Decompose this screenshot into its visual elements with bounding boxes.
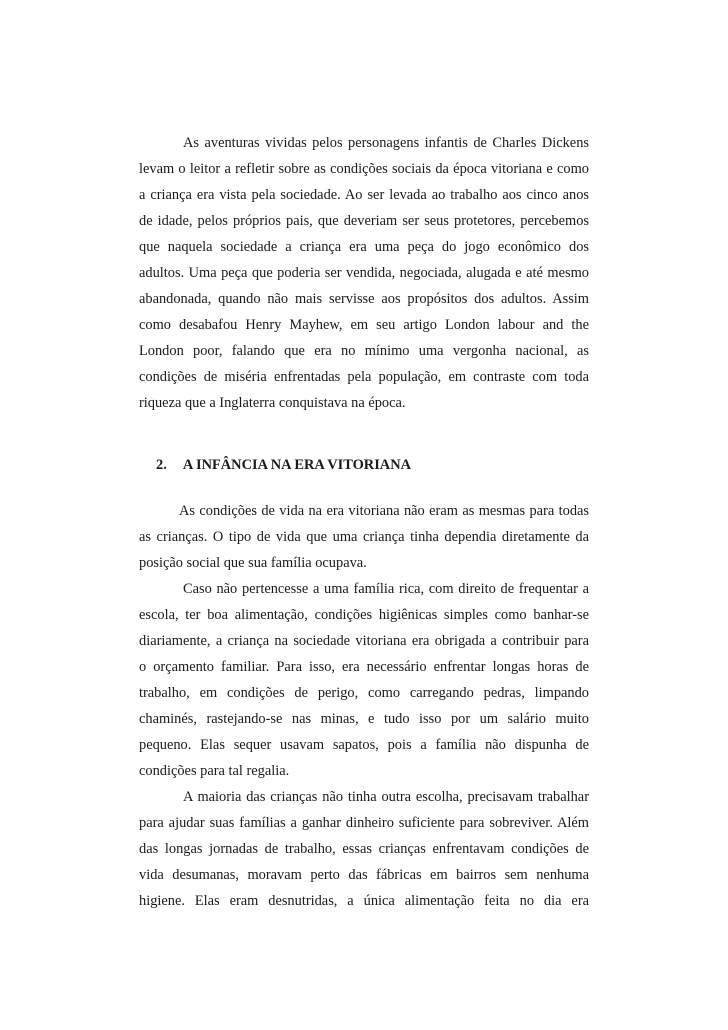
- paragraph-4: [139, 784, 589, 914]
- paragraph-line: condições para tal regalia.: [139, 763, 290, 779]
- paragraph-line: As aventuras vividas pelos personagens infantis de Charles Dickens: [183, 135, 589, 151]
- paragraph-line: condições de miséria enfrentadas pela população, em contraste com toda: [139, 369, 589, 385]
- section-number: 2.: [156, 457, 167, 473]
- section-title: A INFÂNCIA NA ERA VITORIANA: [182, 457, 411, 473]
- paragraph-line: abandonada, quando não mais servisse aos propósitos dos adultos. Assim: [139, 291, 589, 307]
- paragraph-line: chaminés, rastejando-se nas minas, e tudo isso por um salário muito: [139, 711, 589, 727]
- paragraph-line: o orçamento familiar. Para isso, era necessário enfrentar longas horas de: [139, 659, 589, 675]
- section-heading: [156, 452, 411, 478]
- paragraph-line: levam o leitor a refletir sobre as condições sociais da época vitoriana e como: [139, 161, 589, 177]
- paragraph-line: higiene. Elas eram desnutridas, a única alimentação feita no dia era: [139, 893, 589, 909]
- paragraph-line: a criança era vista pela sociedade. Ao ser levada ao trabalho aos cinco anos: [139, 187, 589, 203]
- paragraph-line: escola, ter boa alimentação, condições higiênicas simples como banhar-se: [139, 607, 589, 623]
- paragraph-line: adultos. Uma peça que poderia ser vendida, negociada, alugada e até mesmo: [139, 265, 589, 281]
- paragraph-line: de idade, pelos próprios pais, que deveriam ser seus protetores, percebemos: [139, 213, 589, 229]
- paragraph-line: as crianças. O tipo de vida que uma criança tinha dependia diretamente da: [139, 529, 589, 545]
- paragraph-line: As condições de vida na era vitoriana não eram as mesmas para todas: [179, 503, 589, 519]
- paragraph-line: diariamente, a criança na sociedade vitoriana era obrigada a contribuir para: [139, 633, 589, 649]
- paragraph-line: Caso não pertencesse a uma família rica, com direito de frequentar a: [183, 581, 589, 597]
- paragraph-line: como desabafou Henry Mayhew, em seu artigo London labour and the: [139, 317, 589, 333]
- paragraph-line: das longas jornadas de trabalho, essas crianças enfrentavam condições de: [139, 841, 589, 857]
- paragraph-2: [139, 498, 589, 576]
- paragraph-line: London poor, falando que era no mínimo uma vergonha nacional, as: [139, 343, 589, 359]
- paragraph-line: pequeno. Elas sequer usavam sapatos, pois a família não dispunha de: [139, 737, 589, 753]
- paragraph-line: vida desumanas, moravam perto das fábricas em bairros sem nenhuma: [139, 867, 589, 883]
- paragraph-line: A maioria das crianças não tinha outra escolha, precisavam trabalhar: [183, 789, 589, 805]
- paragraph-3: [139, 576, 589, 784]
- paragraph-1: [139, 130, 589, 416]
- paragraph-line: que naquela sociedade a criança era uma peça do jogo econômico dos: [139, 239, 589, 255]
- paragraph-line: posição social que sua família ocupava.: [139, 555, 367, 571]
- paragraph-line: trabalho, em condições de perigo, como carregando pedras, limpando: [139, 685, 589, 701]
- paragraph-line: para ajudar suas famílias a ganhar dinheiro suficiente para sobreviver. Além: [139, 815, 589, 831]
- paragraph-line: riqueza que a Inglaterra conquistava na época.: [139, 395, 406, 411]
